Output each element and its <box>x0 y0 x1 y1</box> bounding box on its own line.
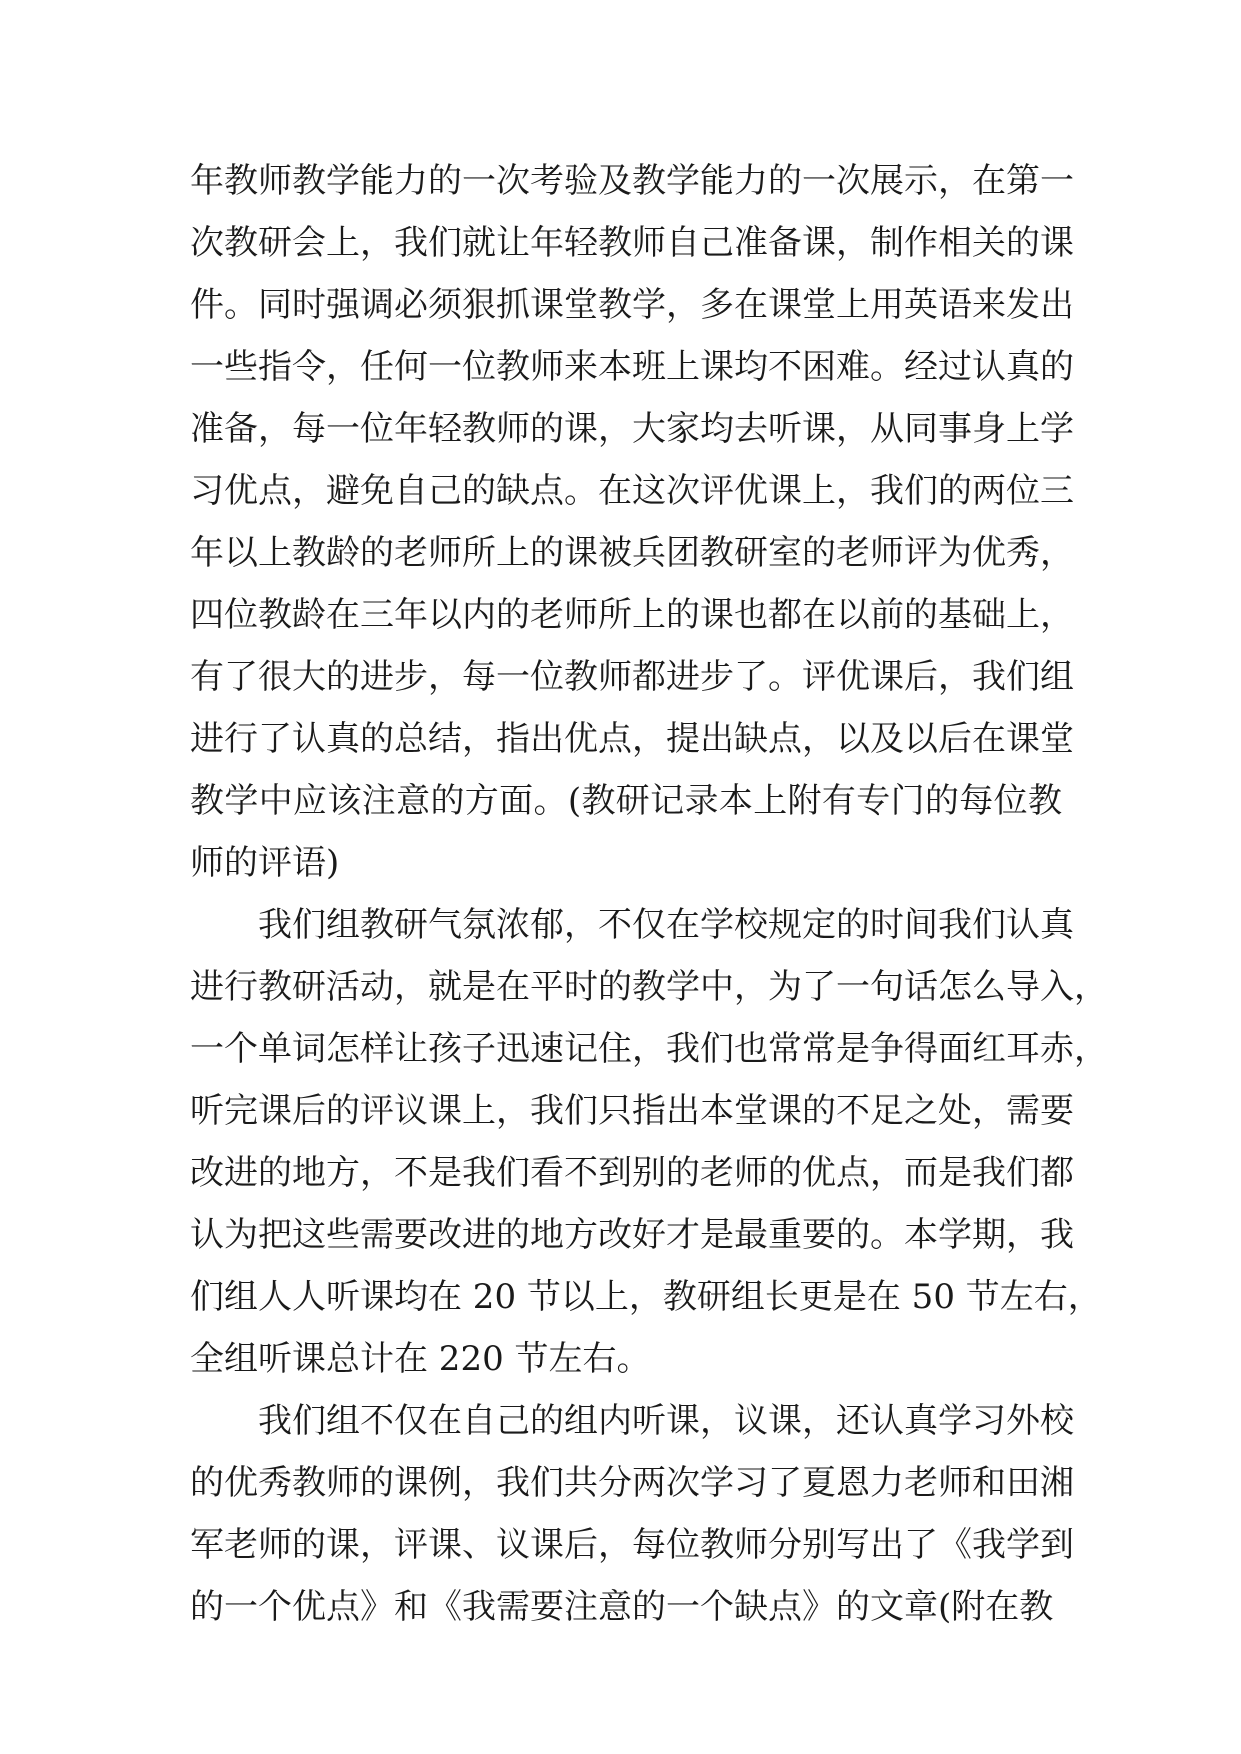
text-line: 的一个优点》和《我需要注意的一个缺点》的文章(附在教 <box>190 1587 1054 1627</box>
text-line: 有了很大的进步，每一位教师都进步了。评优课后，我们组 <box>190 657 1074 697</box>
text-line: 四位教龄在三年以内的老师所上的课也都在以前的基础上， <box>190 595 1074 635</box>
paragraph <box>190 1390 1074 1638</box>
text-line: 改进的地方，不是我们看不到别的老师的优点，而是我们都 <box>190 1153 1074 1193</box>
text-line: 我们组教研气氛浓郁，不仅在学校规定的时间我们认真 <box>258 905 1074 945</box>
text-line: 进行教研活动，就是在平时的教学中，为了一句话怎么导入， <box>190 967 1108 1007</box>
text-line: 教学中应该注意的方面。(教研记录本上附有专门的每位教 <box>190 781 1062 821</box>
document-body <box>190 150 1108 1638</box>
text-line: 认为把这些需要改进的地方改好才是最重要的。本学期，我 <box>190 1215 1074 1255</box>
paragraph <box>190 894 1108 1390</box>
text-line: 进行了认真的总结，指出优点，提出缺点，以及以后在课堂 <box>190 719 1074 759</box>
text-line: 习优点，避免自己的缺点。在这次评优课上，我们的两位三 <box>190 471 1074 511</box>
text-line: 一个单词怎样让孩子迅速记住，我们也常常是争得面红耳赤， <box>190 1029 1108 1069</box>
text-line: 全组听课总计在 220 节左右。 <box>190 1339 651 1379</box>
text-line: 的优秀教师的课例，我们共分两次学习了夏恩力老师和田湘 <box>190 1463 1074 1503</box>
text-line: 年以上教龄的老师所上的课被兵团教研室的老师评为优秀， <box>190 533 1074 573</box>
text-line: 准备，每一位年轻教师的课，大家均去听课，从同事身上学 <box>190 409 1074 449</box>
text-line: 一些指令，任何一位教师来本班上课均不困难。经过认真的 <box>190 347 1074 387</box>
text-line: 我们组不仅在自己的组内听课，议课，还认真学习外校 <box>258 1401 1074 1441</box>
text-line: 年教师教学能力的一次考验及教学能力的一次展示，在第一 <box>190 161 1074 201</box>
text-line: 军老师的课，评课、议课后，每位教师分别写出了《我学到 <box>190 1525 1074 1565</box>
paragraph <box>190 150 1074 894</box>
text-line: 件。同时强调必须狠抓课堂教学，多在课堂上用英语来发出 <box>190 285 1074 325</box>
text-line: 次教研会上，我们就让年轻教师自己准备课，制作相关的课 <box>190 223 1074 263</box>
text-line: 们组人人听课均在 20 节以上，教研组长更是在 50 节左右， <box>190 1277 1102 1317</box>
text-line: 师的评语) <box>190 843 340 883</box>
text-line: 听完课后的评议课上，我们只指出本堂课的不足之处，需要 <box>190 1091 1074 1131</box>
